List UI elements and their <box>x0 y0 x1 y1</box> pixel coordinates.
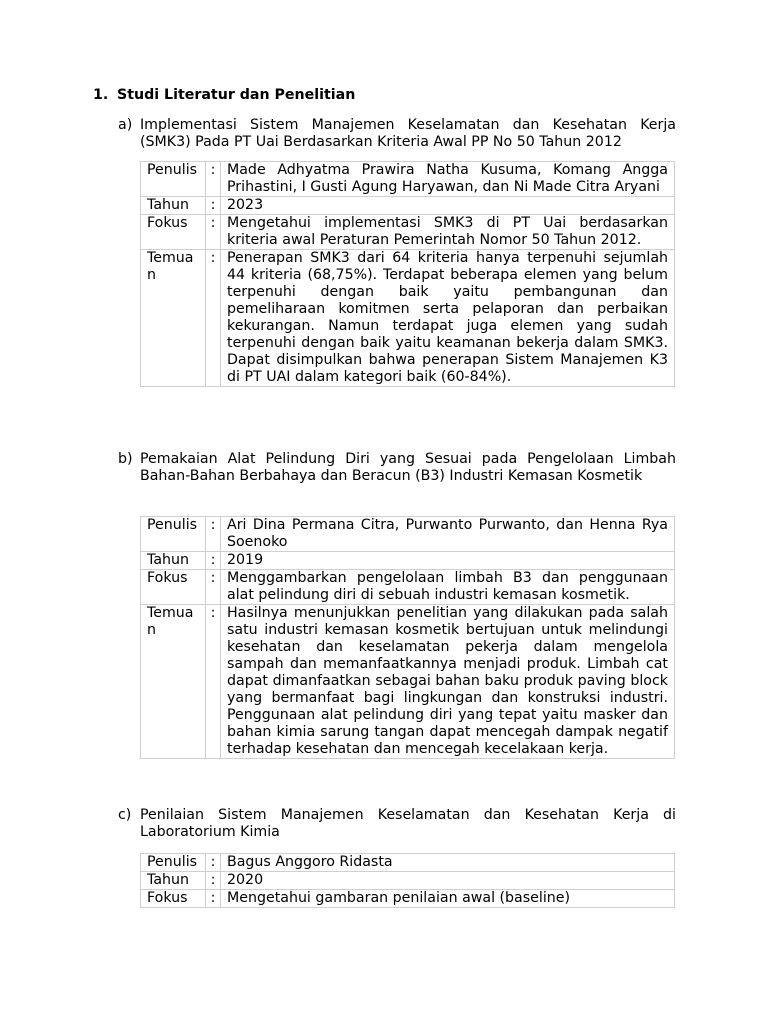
row-key: Fokus <box>141 890 206 908</box>
table-row <box>141 552 675 570</box>
row-value: 2019 <box>221 552 675 570</box>
row-key: Fokus <box>141 570 206 605</box>
table-row <box>141 570 675 605</box>
row-key: Fokus <box>141 215 206 250</box>
table-row <box>141 215 675 250</box>
row-key: Tahun <box>141 552 206 570</box>
row-separator: : <box>206 854 221 872</box>
table-row <box>141 517 675 552</box>
row-separator: : <box>206 517 221 552</box>
section-number: 1. <box>93 87 109 103</box>
row-key: Penulis <box>141 854 206 872</box>
table-row <box>141 605 675 759</box>
row-separator: : <box>206 872 221 890</box>
row-value: Bagus Anggoro Ridasta <box>221 854 675 872</box>
row-value: 2023 <box>221 197 675 215</box>
row-separator: : <box>206 890 221 908</box>
row-value: Mengetahui gambaran penilaian awal (baseline) <box>221 890 675 908</box>
item-c-table <box>140 853 675 908</box>
item-b-letter: b) <box>118 451 133 467</box>
row-value: Hasilnya menunjukkan penelitian yang dilakukan pada salah satu industri kemasan kosmetik bertujuan untuk melindungi kesehatan dan keselamatan pekerja dalam mengelola sampah dan memanfaatkannya menjadi produk. Limbah cat dapat dimanfaatkan sebagai bahan baku produk paving block yang bermanfaat bagi lingkungan dan konstruksi industri. Penggunaan alat pelindung diri yang tepat yaitu masker dan bahan kimia sarung tangan dapat mencegah dampak negatif terhadap kesehatan dan mencegah kecelakaan kerja. <box>221 605 675 759</box>
item-c-title: Penilaian Sistem Manajemen Keselamatan dan Kesehatan Kerja di Laboratorium Kimia <box>140 807 676 840</box>
item-b-title: Pemakaian Alat Pelindung Diri yang Sesuai pada Pengelolaan Limbah Bahan-Bahan Berbahaya dan Beracun (B3) Industri Kemasan Kosmetik <box>140 451 676 484</box>
table-row <box>141 250 675 387</box>
row-value: 2020 <box>221 872 675 890</box>
table-row <box>141 854 675 872</box>
item-a-title: Implementasi Sistem Manajemen Keselamatan dan Kesehatan Kerja (SMK3) Pada PT Uai Berdasarkan Kriteria Awal PP No 50 Tahun 2012 <box>140 117 676 150</box>
row-key: Temuan <box>141 605 206 759</box>
row-key: Penulis <box>141 517 206 552</box>
row-value: Made Adhyatma Prawira Natha Kusuma, Komang Angga Prihastini, I Gusti Agung Haryawan, dan Ni Made Citra Aryani <box>221 162 675 197</box>
row-value: Mengetahui implementasi SMK3 di PT Uai berdasarkan kriteria awal Peraturan Pemerintah Nomor 50 Tahun 2012. <box>221 215 675 250</box>
item-a-table <box>140 161 675 387</box>
row-key: Temuan <box>141 250 206 387</box>
row-separator: : <box>206 552 221 570</box>
row-separator: : <box>206 605 221 759</box>
table-row <box>141 890 675 908</box>
row-key: Penulis <box>141 162 206 197</box>
row-key: Tahun <box>141 197 206 215</box>
row-separator: : <box>206 162 221 197</box>
row-value: Menggambarkan pengelolaan limbah B3 dan penggunaan alat pelindung diri di sebuah industri kemasan kosmetik. <box>221 570 675 605</box>
table-row <box>141 197 675 215</box>
table-row <box>141 872 675 890</box>
row-key: Tahun <box>141 872 206 890</box>
item-b-table <box>140 516 675 759</box>
table-row <box>141 162 675 197</box>
row-value: Ari Dina Permana Citra, Purwanto Purwanto, dan Henna Rya Soenoko <box>221 517 675 552</box>
section-title: Studi Literatur dan Penelitian <box>117 87 356 103</box>
item-a-letter: a) <box>118 117 133 133</box>
row-separator: : <box>206 570 221 605</box>
item-c-letter: c) <box>118 807 132 823</box>
row-separator: : <box>206 197 221 215</box>
row-separator: : <box>206 250 221 387</box>
row-separator: : <box>206 215 221 250</box>
row-value: Penerapan SMK3 dari 64 kriteria hanya terpenuhi sejumlah 44 kriteria (68,75%). Terdapat beberapa elemen yang belum terpenuhi dengan baik yaitu pembangunan dan pemeliharaan komitmen serta pelaporan dan perbaikan kekurangan. Namun terdapat juga elemen yang sudah terpenuhi dengan baik yaitu keamanan bekerja dalam SMK3. Dapat disimpulkan bahwa penerapan Sistem Manajemen K3 di PT UAI dalam kategori baik (60-84%). <box>221 250 675 387</box>
